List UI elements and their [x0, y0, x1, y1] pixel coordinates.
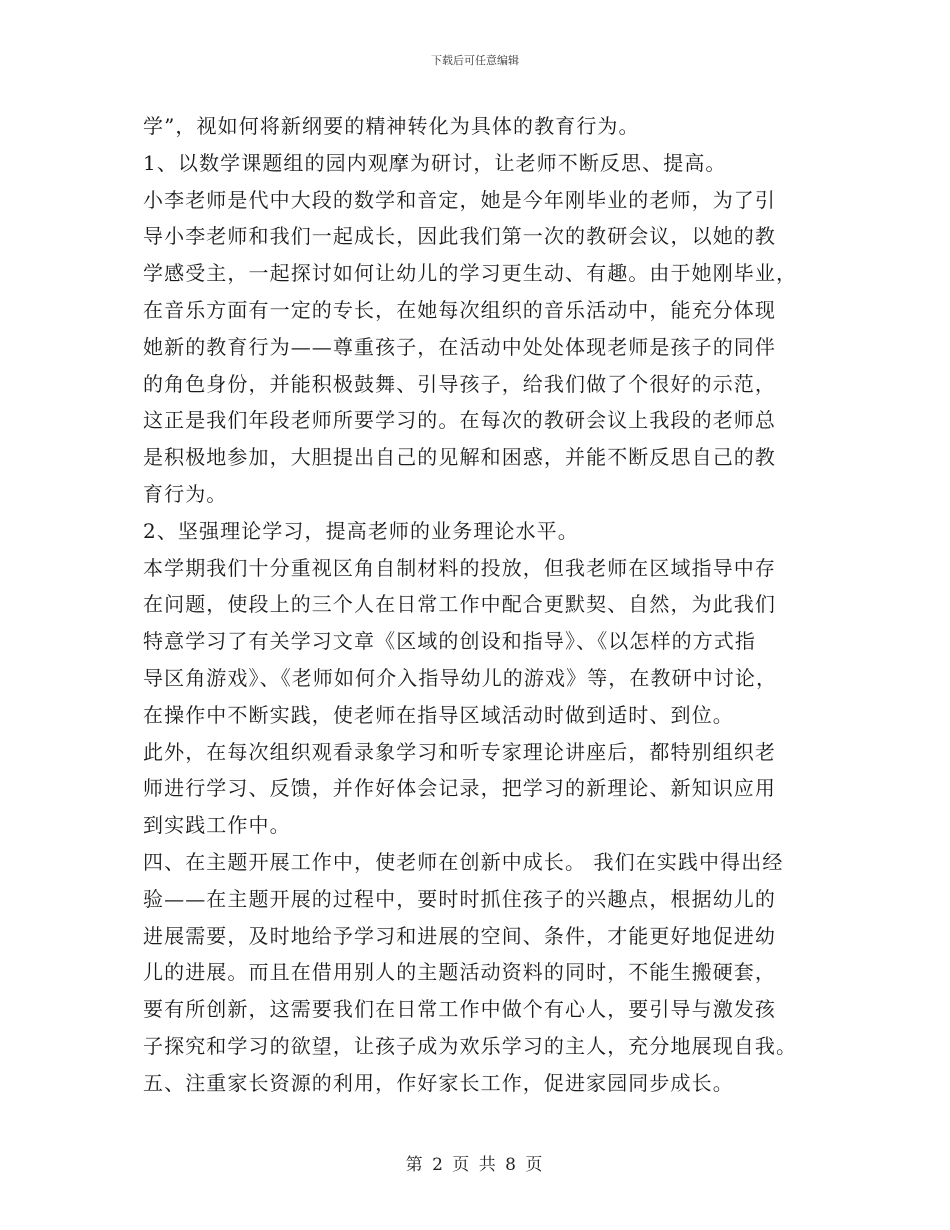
text-line: 四、在主题开展工作中，使老师在创新中成长。 我们在实践中得出经 [143, 849, 784, 874]
text-line: 学”，视如何将新纲要的精神转化为具体的教育行为。 [143, 114, 640, 138]
text-line: 师进行学习、反馈，并作好体会记录，把学习的新理论、新知识应用 [143, 776, 776, 801]
text-line: 本学期我们十分重视区角自制材料的投放，但我老师在区域指导中存 [143, 555, 776, 580]
text-line: 在问题，使段上的三个人在日常工作中配合更默契、自然，为此我们 [143, 592, 776, 617]
text-line: 2、坚强理论学习，提高老师的业务理论水平。 [143, 518, 579, 543]
page-footer: 第 2 页 共 8 页 [405, 1155, 545, 1175]
text-line: 的角色身份，并能积极鼓舞、引导孩子，给我们做了个很好的示范， [143, 371, 776, 396]
text-line: 学感受主，一起探讨如何让幼儿的学习更生动、有趣。由于她刚毕业， [143, 261, 798, 286]
text-line: 导小李老师和我们一起成长，因此我们第一次的教研会议，以她的教 [143, 224, 776, 249]
text-line: 到实践工作中。 [143, 813, 291, 838]
text-line: 导区角游戏》、《老师如何介入指导幼儿的游戏》等，在教研中讨论， [143, 665, 778, 690]
text-line: 进展需要，及时地给予学习和进展的空间、条件，才能更好地促进幼 [143, 923, 776, 948]
text-line: 儿的进展。而且在借用别人的主题活动资料的同时，不能生搬硬套， [143, 960, 776, 985]
text-line: 育行为。 [143, 481, 228, 506]
text-line: 子探究和学习的欲望，让孩子成为欢乐学习的主人，充分地展现自我。 [143, 1033, 798, 1058]
text-line: 在音乐方面有一定的专长，在她每次组织的音乐活动中，能充分体现 [143, 297, 776, 322]
text-line: 要有所创新，这需要我们在日常工作中做个有心人，要引导与激发孩 [143, 997, 776, 1022]
text-line: 此外，在每次组织观看录象学习和听专家理论讲座后，都特别组织老 [143, 739, 776, 764]
text-line: 1、以数学课题组的园内观摩为研讨，让老师不断反思、提高。 [143, 150, 727, 175]
text-line: 特意学习了有关学习文章《区域的创设和指导》、《以怎样的方式指 [143, 629, 756, 654]
text-line: 她新的教育行为——尊重孩子，在活动中处处体现老师是孩子的同伴 [143, 334, 776, 359]
text-line: 五、注重家长资源的利用，作好家长工作，促进家园同步成长。 [143, 1070, 734, 1095]
text-line: 这正是我们年段老师所要学习的。在每次的教研会议上我段的老师总 [143, 408, 776, 433]
text-line: 验——在主题开展的过程中，要时时抓住孩子的兴趣点，根据幼儿的 [143, 886, 776, 911]
text-line: 小李老师是代中大段的数学和音定，她是今年刚毕业的老师，为了引 [143, 187, 776, 212]
page-header: 下载后可任意编辑 [431, 54, 519, 67]
text-line: 是积极地参加，大胆提出自己的见解和困惑，并能不断反思自己的教 [143, 445, 776, 470]
document-body [143, 108, 813, 1102]
text-line: 在操作中不断实践，使老师在指导区域活动时做到适时、到位。 [143, 702, 734, 727]
